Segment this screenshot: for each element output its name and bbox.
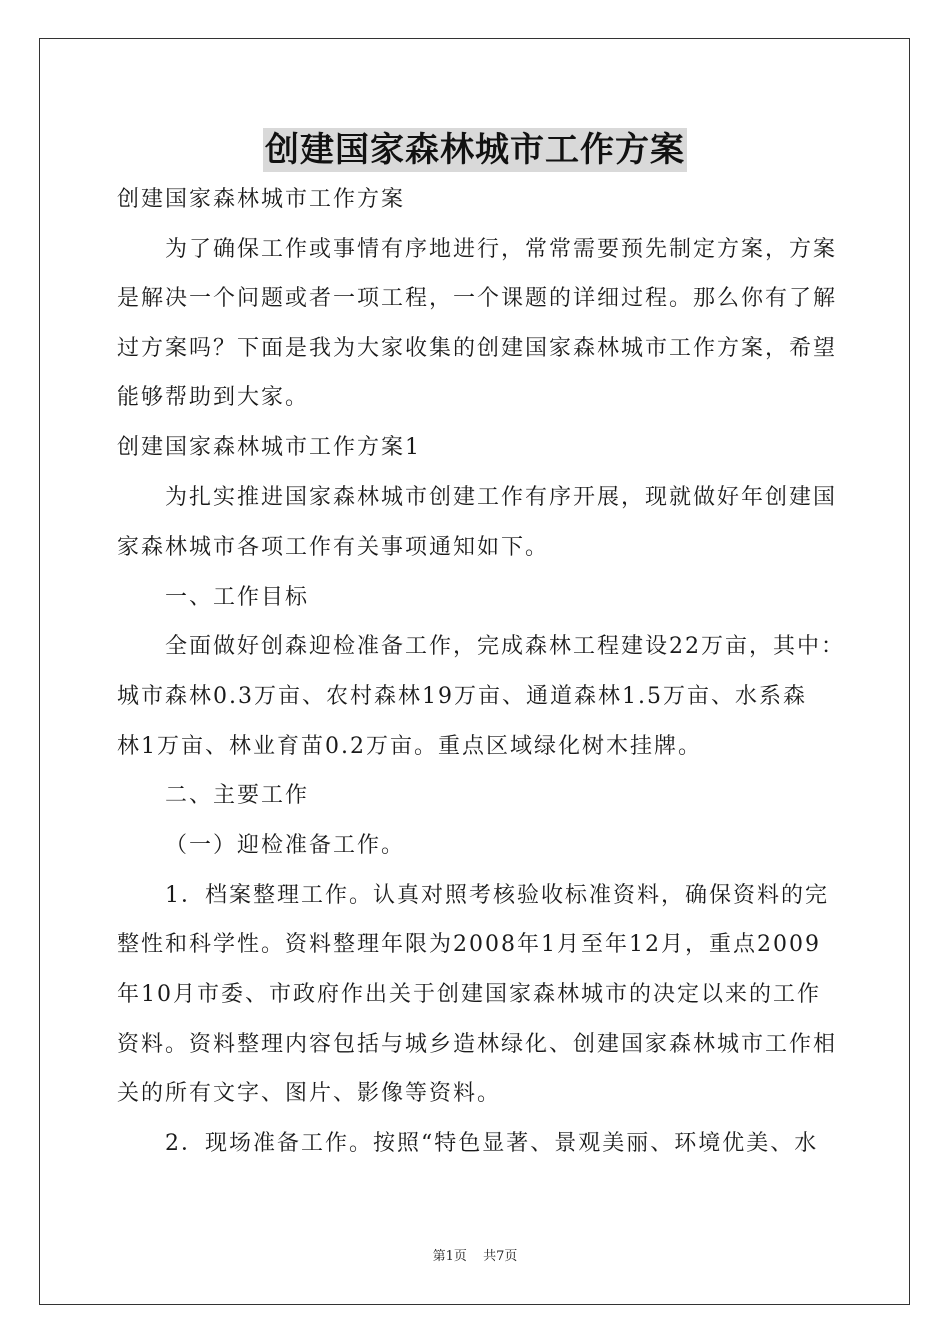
page-footer <box>0 1245 950 1264</box>
section-heading: 二、主要工作 <box>165 783 310 808</box>
paragraph-line: 整性和科学性。资料整理年限为2008年1月至年12月，重点2009 <box>117 932 821 957</box>
paragraph-line: 关的所有文字、图片、影像等资料。 <box>117 1081 502 1106</box>
page-border <box>39 38 910 1305</box>
paragraph-line: 过方案吗？下面是我为大家收集的创建国家森林城市工作方案，希望 <box>117 336 838 361</box>
paragraph-line: 为了确保工作或事情有序地进行，常常需要预先制定方案，方案 <box>165 237 838 262</box>
paragraph-line: 林1万亩、林业育苗0.2万亩。重点区域绿化树木挂牌。 <box>117 734 702 759</box>
paragraph-line: 资料。资料整理内容包括与城乡造林绿化、创建国家森林城市工作相 <box>117 1032 838 1057</box>
page-total: 共7页 <box>483 1249 518 1264</box>
paragraph-line: 2．现场准备工作。按照“特色显著、景观美丽、环境优美、水 <box>165 1131 819 1156</box>
paragraph-line: 年10月市委、市政府作出关于创建国家森林城市的决定以来的工作 <box>117 982 821 1007</box>
paragraph-line: 全面做好创森迎检准备工作，完成森林工程建设22万亩，其中： <box>165 634 845 659</box>
paragraph-line: 1．档案整理工作。认真对照考核验收标准资料，确保资料的完 <box>165 883 829 908</box>
section-heading: 创建国家森林城市工作方案1 <box>117 435 421 460</box>
section-heading: （一）迎检准备工作。 <box>165 833 406 858</box>
paragraph-line: 能够帮助到大家。 <box>117 385 310 410</box>
paragraph-line: 家森林城市各项工作有关事项通知如下。 <box>117 535 550 560</box>
paragraph-line: 是解决一个问题或者一项工程，一个课题的详细过程。那么你有了解 <box>117 286 838 311</box>
title-container <box>0 128 950 172</box>
section-heading: 一、工作目标 <box>165 585 310 610</box>
page-number: 第1页 <box>432 1249 467 1264</box>
document-title: 创建国家森林城市工作方案 <box>265 130 685 170</box>
document-subtitle: 创建国家森林城市工作方案 <box>117 187 406 212</box>
paragraph-line: 为扎实推进国家森林城市创建工作有序开展，现就做好年创建国 <box>165 485 838 510</box>
paragraph-line: 城市森林0.3万亩、农村森林19万亩、通道森林1.5万亩、水系森 <box>117 684 807 709</box>
